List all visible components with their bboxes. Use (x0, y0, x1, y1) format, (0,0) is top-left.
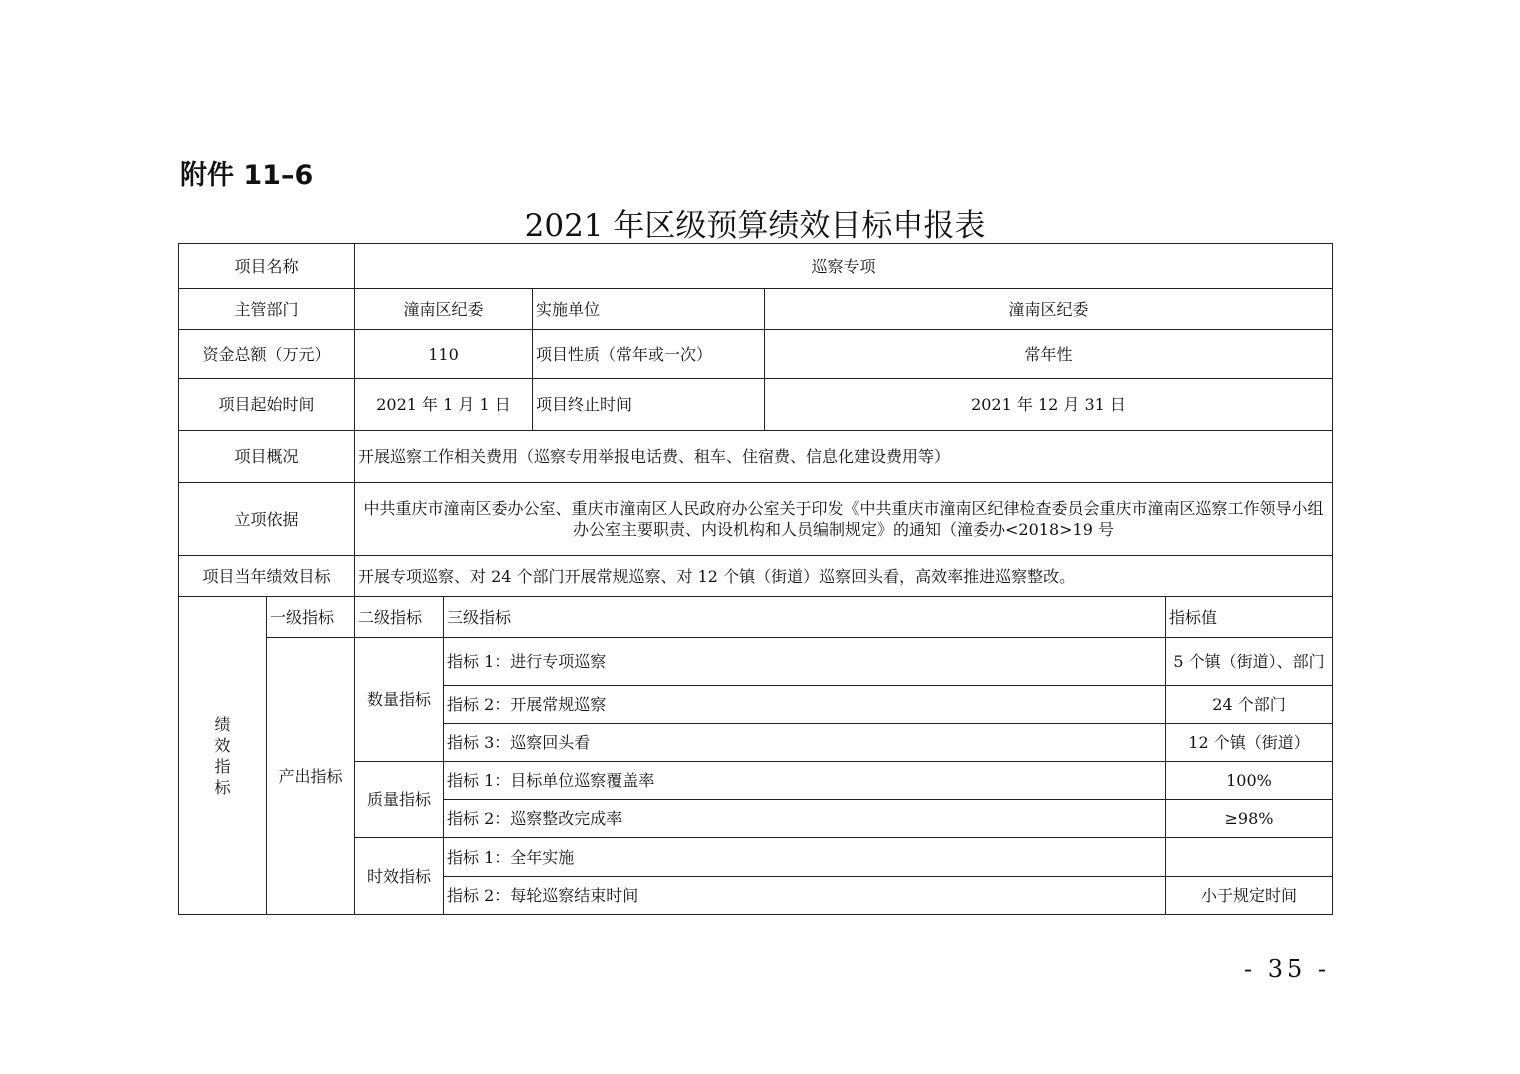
end-time-label: 项目终止时间 (533, 379, 765, 431)
end-time-value: 2021 年 12 月 31 日 (765, 379, 1333, 431)
annual-goal-value: 开展专项巡察、对 24 个部门开展常规巡察、对 12 个镇（街道）巡察回头看，高效率推进巡察整改。 (355, 556, 1333, 597)
row-department (179, 289, 1333, 330)
row-indicator-headers (179, 597, 1333, 638)
indicator-value (1166, 838, 1333, 877)
overview-label: 项目概况 (179, 431, 355, 483)
header-level2: 二级指标 (355, 597, 444, 638)
row-total-funds (179, 330, 1333, 379)
total-funds-value: 110 (355, 330, 533, 379)
indicator-value: 5 个镇（街道）、部门 (1166, 638, 1333, 686)
row-overview (179, 431, 1333, 483)
header-level1: 一级指标 (267, 597, 355, 638)
row-basis (179, 483, 1333, 556)
overview-value: 开展巡察工作相关费用（巡察专用举报电话费、租车、住宿费、信息化建设费用等） (355, 431, 1333, 483)
indicator-name: 指标 2：巡察整改完成率 (444, 800, 1166, 838)
budget-performance-table (178, 243, 1333, 915)
indicator-value: ≥98% (1166, 800, 1333, 838)
project-nature-value: 常年性 (765, 330, 1333, 379)
indicator-row (179, 638, 1333, 686)
group-quality: 质量指标 (355, 762, 444, 838)
group-quantity: 数量指标 (355, 638, 444, 762)
level1-output: 产出指标 (267, 638, 355, 915)
basis-label: 立项依据 (179, 483, 355, 556)
indicator-name: 指标 2：开展常规巡察 (444, 686, 1166, 724)
project-name-label: 项目名称 (179, 244, 355, 289)
total-funds-label: 资金总额（万元） (179, 330, 355, 379)
implementing-unit-value: 潼南区纪委 (765, 289, 1333, 330)
indicator-name: 指标 1：进行专项巡察 (444, 638, 1166, 686)
indicator-name: 指标 3：巡察回头看 (444, 724, 1166, 762)
indicator-value: 24 个部门 (1166, 686, 1333, 724)
indicator-value: 小于规定时间 (1166, 877, 1333, 915)
start-time-value: 2021 年 1 月 1 日 (355, 379, 533, 431)
indicator-name: 指标 1：目标单位巡察覆盖率 (444, 762, 1166, 800)
indicator-name: 指标 2：每轮巡察结束时间 (444, 877, 1166, 915)
group-timeliness: 时效指标 (355, 838, 444, 915)
department-value: 潼南区纪委 (355, 289, 533, 330)
department-label: 主管部门 (179, 289, 355, 330)
performance-indicators-section: 绩 效 指 标 (179, 597, 267, 915)
row-project-name (179, 244, 1333, 289)
row-annual-goal (179, 556, 1333, 597)
start-time-label: 项目起始时间 (179, 379, 355, 431)
form-title: 2021 年区级预算绩效目标申报表 (524, 208, 986, 244)
indicator-name: 指标 1：全年实施 (444, 838, 1166, 877)
header-level3: 三级指标 (444, 597, 1166, 638)
project-nature-label: 项目性质（常年或一次） (533, 330, 765, 379)
indicator-value: 12 个镇（街道） (1166, 724, 1333, 762)
header-value: 指标值 (1166, 597, 1333, 638)
implementing-unit-label: 实施单位 (533, 289, 765, 330)
row-time (179, 379, 1333, 431)
project-name-value: 巡察专项 (355, 244, 1333, 289)
basis-value: 中共重庆市潼南区委办公室、重庆市潼南区人民政府办公室关于印发《中共重庆市潼南区纪律检查委员会重庆市潼南区巡察工作领导小组办公室主要职责、内设机构和人员编制规定》的通知（潼委办<2018>19 号 (355, 483, 1333, 556)
annual-goal-label: 项目当年绩效目标 (179, 556, 355, 597)
page-number: - 35 - (1243, 955, 1330, 983)
attachment-label: 附件 11–6 (180, 160, 314, 191)
indicator-value: 100% (1166, 762, 1333, 800)
